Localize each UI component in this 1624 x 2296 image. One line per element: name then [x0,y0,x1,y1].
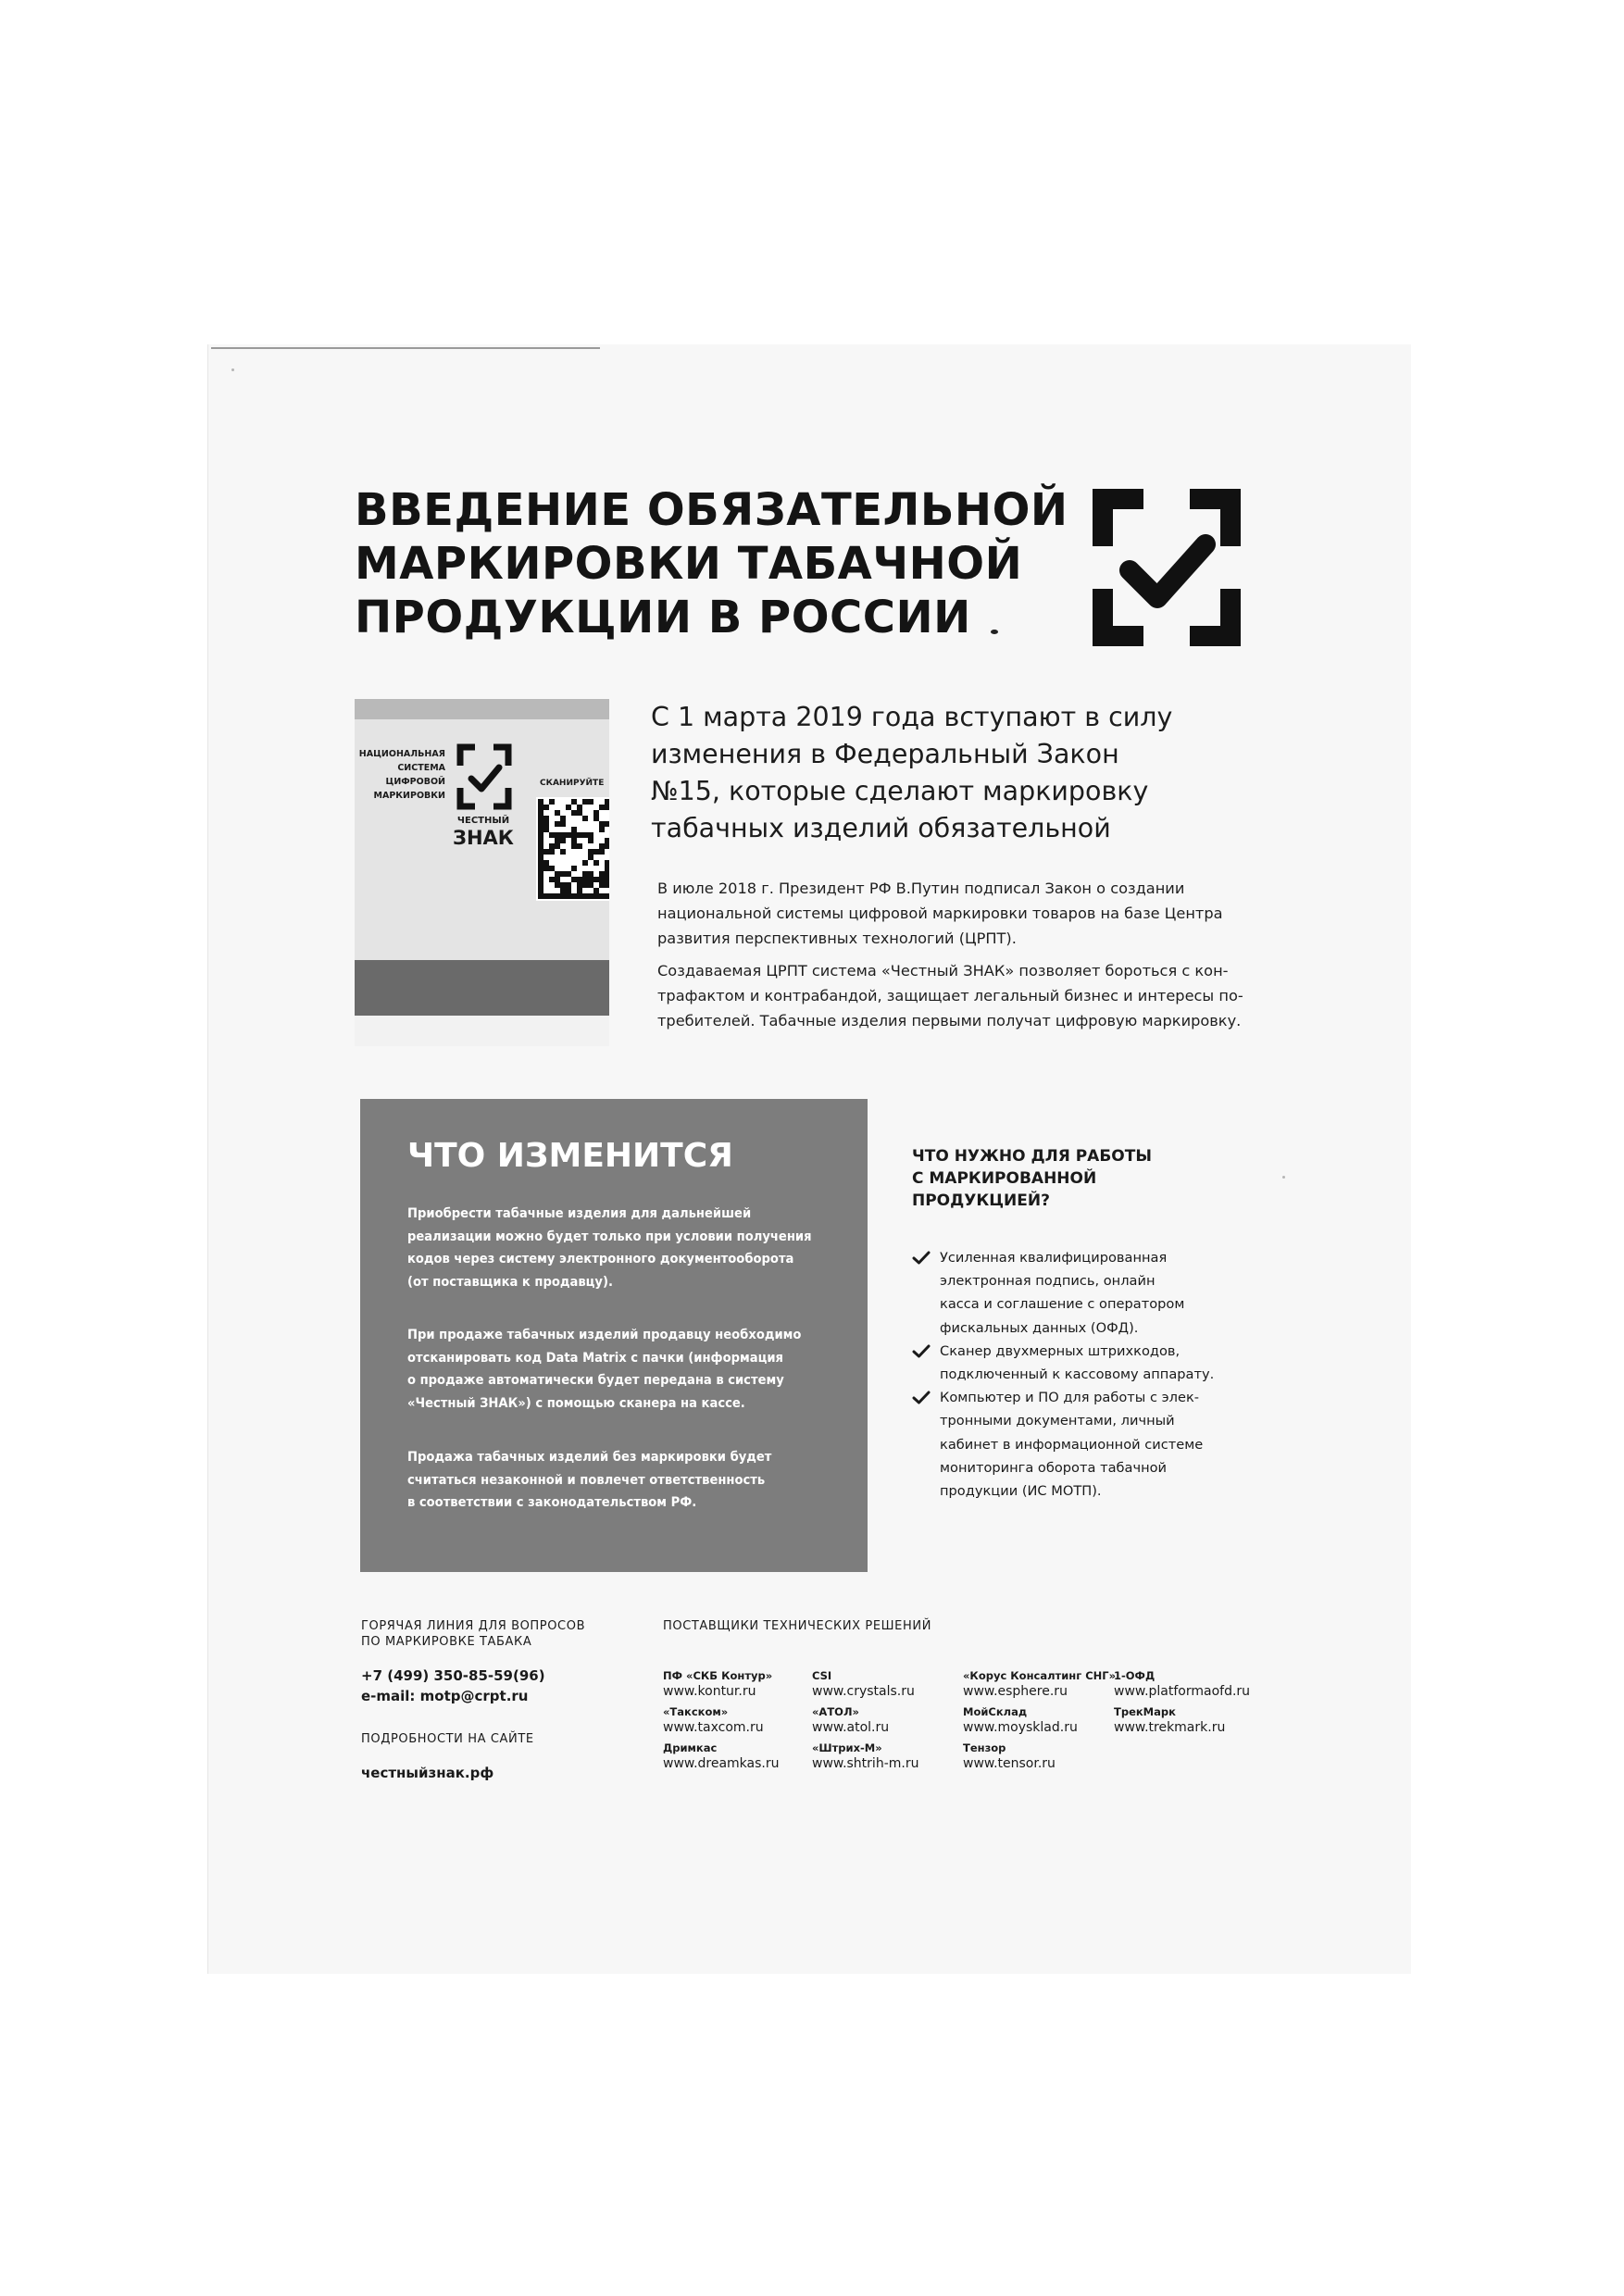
intro-body: В июле 2018 г. Президент РФ В.Путин подписал Закон о создании национальной системы цифровой маркировки товаров на базе Центра развития перспективных технологий (ЦРПТ). Создаваемая ЦРПТ система «Честный ЗНАК» позволяет бороться с кон- трафактом и контрабандой, защищает легальный бизнес и интересы по- требителей. Табачные изделия первыми получат цифровую маркировку. [657,880,1243,1029]
hotline-block [361,1618,602,1783]
lead-paragraph: С 1 марта 2019 года вступают в силу изменения в Федеральный Закон №15, которые сделают маркировку табачных изделий обязательной [651,702,1173,843]
checkmark-icon [912,1344,931,1359]
list-item: Компьютер и ПО для работы с элек- тронными документами, личный кабинет в информационной системе мониторинга оборота табачной продукции (ИС МОТП). [912,1386,1255,1503]
list-item: Усиленная квалифицированная электронная подпись, онлайн касса и соглашение с оператором фискальных данных (ОФД). [912,1246,1255,1340]
provider-entry: Тензор www.tensor.ru [963,1741,1116,1773]
title-line: ВВЕДЕНИЕ ОБЯЗАТЕЛЬНОЙ [355,484,1068,536]
provider-link[interactable]: www.crystals.ru [812,1684,915,1699]
provider-entry: 1-ОФД www.platformaofd.ru [1114,1669,1251,1699]
provider-link[interactable]: www.moysklad.ru [963,1720,1078,1735]
label-bottom-strip [355,960,609,1016]
providers-column [663,1669,780,1778]
provider-entry: Дримкас www.dreamkas.ru [663,1741,780,1771]
providers-column [812,1669,918,1778]
requirements-section [912,1145,1255,1503]
label-top-strip [355,699,609,719]
title-line: МАРКИРОВКИ ТАБАЧНОЙ [355,538,1023,590]
label-logo-icon [456,743,512,810]
provider-link[interactable]: www.shtrih-m.ru [812,1756,919,1771]
providers-column [963,1669,1116,1778]
provider-link[interactable]: www.trekmark.ru [1114,1720,1226,1735]
scan-edge-line [211,347,600,349]
changes-paragraph: Приобрести табачные изделия для дальнейшей реализации можно будет только при условии получения кодов через систему электронного документооборота (от поставщика к продавцу). [407,1205,812,1290]
provider-link[interactable]: www.atol.ru [812,1720,890,1735]
provider-entry: «Корус Консалтинг СНГ» www.esphere.ru [963,1669,1117,1699]
provider-entry: МойСклад www.moysklad.ru [963,1705,1116,1737]
provider-link[interactable]: www.dreamkas.ru [663,1756,780,1771]
list-item: Сканер двухмерных штрихкодов, подключенный к кассовому аппарату. [912,1340,1255,1386]
page-title [355,483,1068,644]
requirements-title: ЧТО НУЖНО ДЛЯ РАБОТЫ С МАРКИРОВАННОЙ ПРОДУКЦИЕЙ? [912,1147,1152,1210]
site-caption: ПОДРОБНОСТИ НА САЙТЕ [361,1732,534,1746]
scan-speck [1282,1176,1285,1179]
scan-speck [231,368,234,371]
title-line: ПРОДУКЦИИ В РОССИИ [355,592,971,643]
provider-entry: «Такском» www.taxcom.ru [663,1705,780,1737]
scan-speck [991,630,998,634]
provider-link[interactable]: www.taxcom.ru [663,1720,764,1735]
provider-entry: ПФ «СКБ Контур» www.kontur.ru [663,1669,780,1701]
what-changes-box [360,1099,868,1572]
provider-entry: ТрекМарк www.trekmark.ru [1114,1705,1250,1737]
label-edge [355,1016,609,1046]
provider-link[interactable]: www.esphere.ru [963,1684,1068,1699]
hotline-email[interactable]: e-mail: motp@crpt.ru [361,1688,529,1704]
provider-entry: «Штрих-М» www.shtrih-m.ru [812,1741,919,1771]
providers-column [1114,1669,1250,1741]
datamatrix-code-icon [536,797,609,901]
provider-entry: CSI www.crystals.ru [812,1669,918,1701]
label-caption: НАЦИОНАЛЬНАЯ СИСТЕМА ЦИФРОВОЙ МАРКИРОВКИ [358,749,445,801]
marking-label-photo [355,699,609,1046]
checkmark-icon [912,1251,931,1266]
provider-link[interactable]: www.platformaofd.ru [1114,1684,1251,1699]
provider-entry: «АТОЛ» www.atol.ru [812,1705,918,1737]
changes-paragraph: При продаже табачных изделий продавцу необходимо отсканировать код Data Matrix с пачки (информация о продаже автоматически будет передана в систему «Честный ЗНАК») с помощью сканера на кассе. [407,1327,802,1411]
checkmark-icon [912,1391,931,1405]
label-scan-text: СКАНИРУЙТЕ [540,779,605,788]
changes-paragraph: Продажа табачных изделий без маркировки будет считаться незаконной и повлечет ответственность в соответствии с законодательством РФ. [407,1449,772,1510]
requirements-list [912,1246,1255,1503]
provider-link[interactable]: www.kontur.ru [663,1684,756,1699]
label-brand: ЧЕСТНЫЙ ЗНАК [453,816,514,849]
site-link[interactable]: честныйзнак.рф [361,1765,494,1781]
what-changes-title: ЧТО ИЗМЕНИТСЯ [407,1137,733,1175]
providers-title: ПОСТАВЩИКИ ТЕХНИЧЕСКИХ РЕШЕНИЙ [663,1619,932,1633]
provider-link[interactable]: www.tensor.ru [963,1756,1056,1771]
hotline-caption: ГОРЯЧАЯ ЛИНИЯ ДЛЯ ВОПРОСОВ ПО МАРКИРОВКЕ ТАБАКА [361,1619,586,1649]
hotline-phone[interactable]: +7 (499) 350-85-59(96) [361,1667,545,1684]
honest-sign-checkmark-icon [1093,489,1241,646]
